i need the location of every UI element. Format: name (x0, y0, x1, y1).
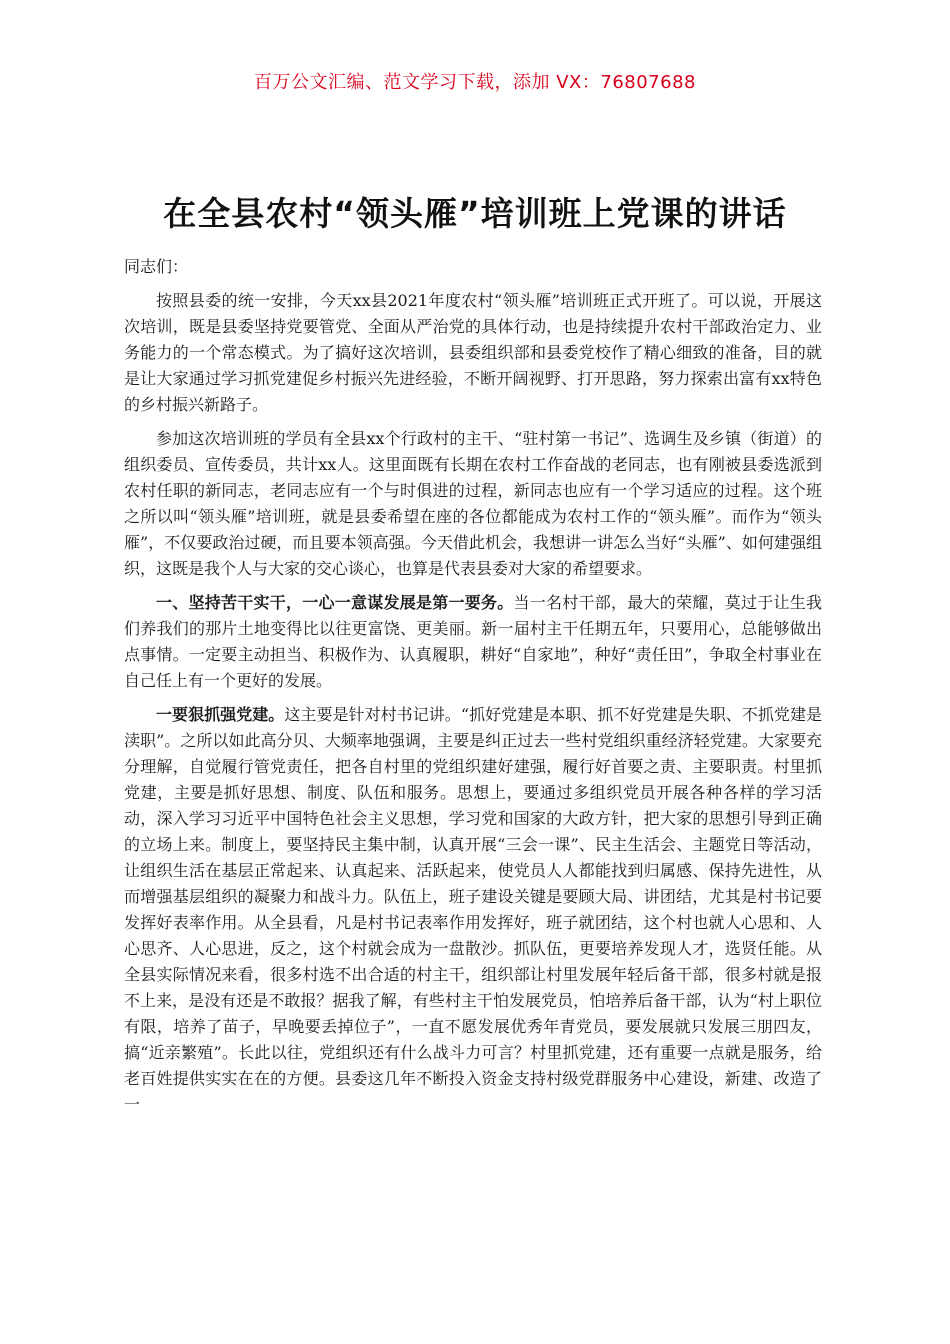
document-body (124, 254, 822, 1126)
paragraph-text: 参加这次培训班的学员有全县xx个行政村的主干、“驻村第一书记”、选调生及乡镇（街道）的组织委员、宣传委员，共计xx人。这里面既有长期在农村工作奋战的老同志，也有刚被县委选派到农村任职的新同志，老同志应有一个与时俱进的过程，新同志也应有一个学习适应的过程。这个班之所以叫“领头雁”培训班，就是县委希望在座的各位都能成为农村工作的“领头雁”。而作为“领头雁”，不仅要政治过硬，而且要本领高强。今天借此机会，我想讲一讲怎么当好“头雁”、如何建强组织，这既是我个人与大家的交心谈心，也算是代表县委对大家的希望要求。 (124, 429, 822, 578)
paragraph (124, 426, 822, 582)
paragraph (124, 288, 822, 418)
paragraph-text: 这主要是针对村书记讲。“抓好党建是本职、抓不好党建是失职、不抓党建是渎职”。之所以如此高分贝、大频率地强调，主要是纠正过去一些村党组织重经济轻党建。大家要充分理解，自觉履行管党责任，把各自村里的党组织建好建强，履行好首要之责、主要职责。村里抓党建，主要是抓好思想、制度、队伍和服务。思想上，要通过多组织党员开展各种各样的学习活动，深入学习习近平中国特色社会主义思想，学习党和国家的大政方针，把大家的思想引导到正确的立场上来。制度上，要坚持民主集中制，认真开展“三会一课”、民主生活会、主题党日等活动，让组织生活在基层正常起来、认真起来、活跃起来，使党员人人都能找到归属感、保持先进性，从而增强基层组织的凝聚力和战斗力。队伍上，班子建设关键是要顾大局、讲团结，尤其是村书记要发挥好表率作用。从全县看，凡是村书记表率作用发挥好，班子就团结，这个村也就人心思和、人心思齐、人心思进，反之，这个村就会成为一盘散沙。抓队伍，更要培养发现人才，选贤任能。从全县实际情况来看，很多村选不出合适的村主干，组织部让村里发展年轻后备干部，很多村就是报不上来，是没有还是不敢报？据我了解，有些村主干怕发展党员，怕培养后备干部，认为“村上职位有限，培养了苗子，早晚要丢掉位子”，一直不愿发展优秀年青党员，要发展就只发展三朋四友，搞“近亲繁殖”。长此以往，党组织还有什么战斗力可言？村里抓党建，还有重要一点就是服务，给老百姓提供实实在在的方便。县委这几年不断投入资金支持村级党群服务中心建设，新建、改造了一 (124, 705, 822, 1114)
section-heading: 一、坚持苦干实干，一心一意谋发展是第一要务。 (156, 593, 514, 612)
paragraph-text: 当一名村干部，最大的荣耀，莫过于让生我们养我们的那片土地变得比以往更富饶、更美丽。新一届村主干任期五年，只要用心，总能够做出点事情。一定要主动担当、积极作为、认真履职，耕好“自家地”，种好“责任田”，争取全村事业在自己任上有一个更好的发展。 (124, 593, 822, 690)
paragraph-text: 按照县委的统一安排，今天xx县2021年度农村“领头雁”培训班正式开班了。可以说，开展这次培训，既是县委坚持党要管党、全面从严治党的具体行动，也是持续提升农村干部政治定力、业务能力的一个常态模式。为了搞好这次培训，县委组织部和县委党校作了精心细致的准备，目的就是让大家通过学习抓党建促乡村振兴先进经验，不断开阔视野、打开思路，努力探索出富有xx特色的乡村振兴新路子。 (124, 291, 822, 414)
subsection-heading: 一要狠抓强党建。 (156, 705, 285, 724)
salutation: 同志们： (124, 257, 189, 276)
header-banner: 百万公文汇编、范文学习下载，添加 VX：76807688 (254, 72, 696, 93)
document-title: 在全县农村“领头雁”培训班上党课的讲话 (163, 194, 787, 233)
paragraph (124, 702, 822, 1118)
paragraph (124, 590, 822, 694)
